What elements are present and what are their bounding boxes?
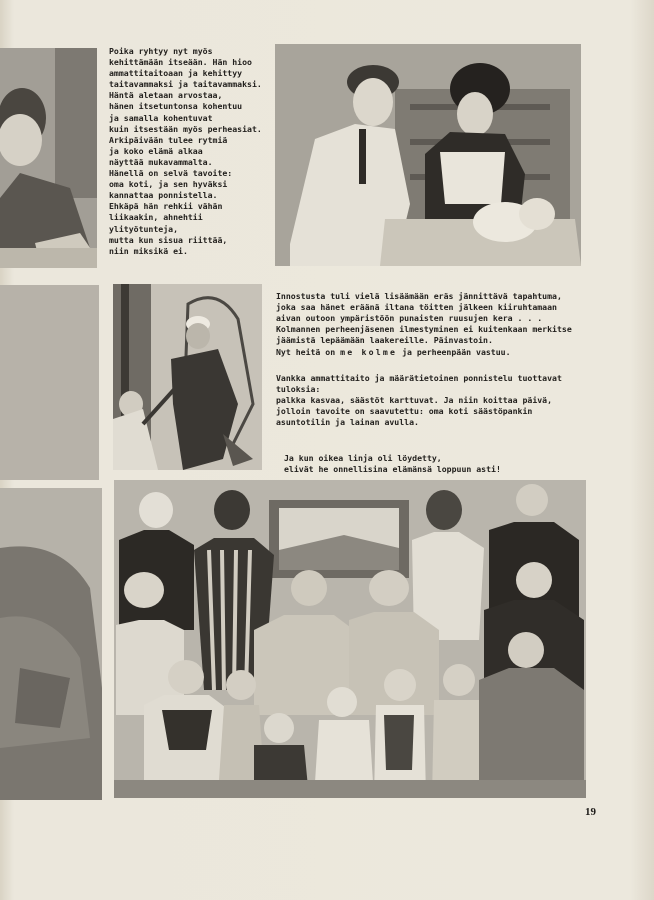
me-kolme-emphasis: me kolme	[340, 346, 398, 357]
last-line-suffix: ja perheenpään vastuu.	[397, 346, 511, 357]
paragraph-happy-ending: Ja kun oikea linja oli löydetty, elivät he onnellisina elämänsä loppuun asti!	[284, 453, 501, 475]
paragraph-exciting-event	[276, 280, 586, 369]
photo-cropped-figure	[0, 488, 102, 800]
paragraph-exciting-event-last-line	[276, 347, 586, 358]
last-line-prefix: Nyt heitä on	[276, 346, 341, 357]
photo-couple-with-baby	[275, 44, 581, 266]
photo-dark-panel	[0, 285, 99, 480]
paragraph-goal-achieved: Vankka ammattitaito ja määrätietoinen ponnistelu tuottavat tuloksia: palkka kasvaa, säästöt karttuvat. Ja niin koittaa päivä, jolloin tavoite on saavutettu: oma koti säästöpankin asuntotilin ja lainan avulla.	[276, 373, 562, 428]
paragraph-exciting-event-text: Innostusta tuli vielä lisäämään eräs jännittävä tapahtuma, joka saa hänet eräänä iltana töitten jälkeen kiiruhtamaan aivan outoon ympäristöön punaisten ruusujen kera . . . Kolmannen perheenjäsenen ilmestyminen ei kuitenkaan merkitse jäämistä lepäämään laakereille. Päinvastoin.	[276, 291, 572, 346]
paragraph-self-improvement: Poika ryhtyy nyt myös kehittämään itseään. Hän hioo ammattitaitoaan ja kehittyy taitavammaksi ja taitavammaksi. Häntä aletaan arvostaa, hänen itsetuntonsa kohentuu ja samalla kohentuvat kuin itsestään myös perheasiat. Arkipäivään tulee rytmiä ja koko elämä alkaa näyttää mukavammalta. Hänellä on selvä tavoite: oma koti, ja sen hyväksi kannattaa ponnistella. Ehkäpä hän rehkii vähän liikaakin, ahnehtii ylityötunteja, mutta kun sisua riittää, niin miksikä ei.	[109, 46, 262, 256]
photo-family-portrait	[114, 480, 586, 798]
photo-workshop-young-man	[0, 48, 97, 268]
page-number: 19	[585, 806, 596, 818]
photo-man-with-roses	[113, 284, 262, 470]
